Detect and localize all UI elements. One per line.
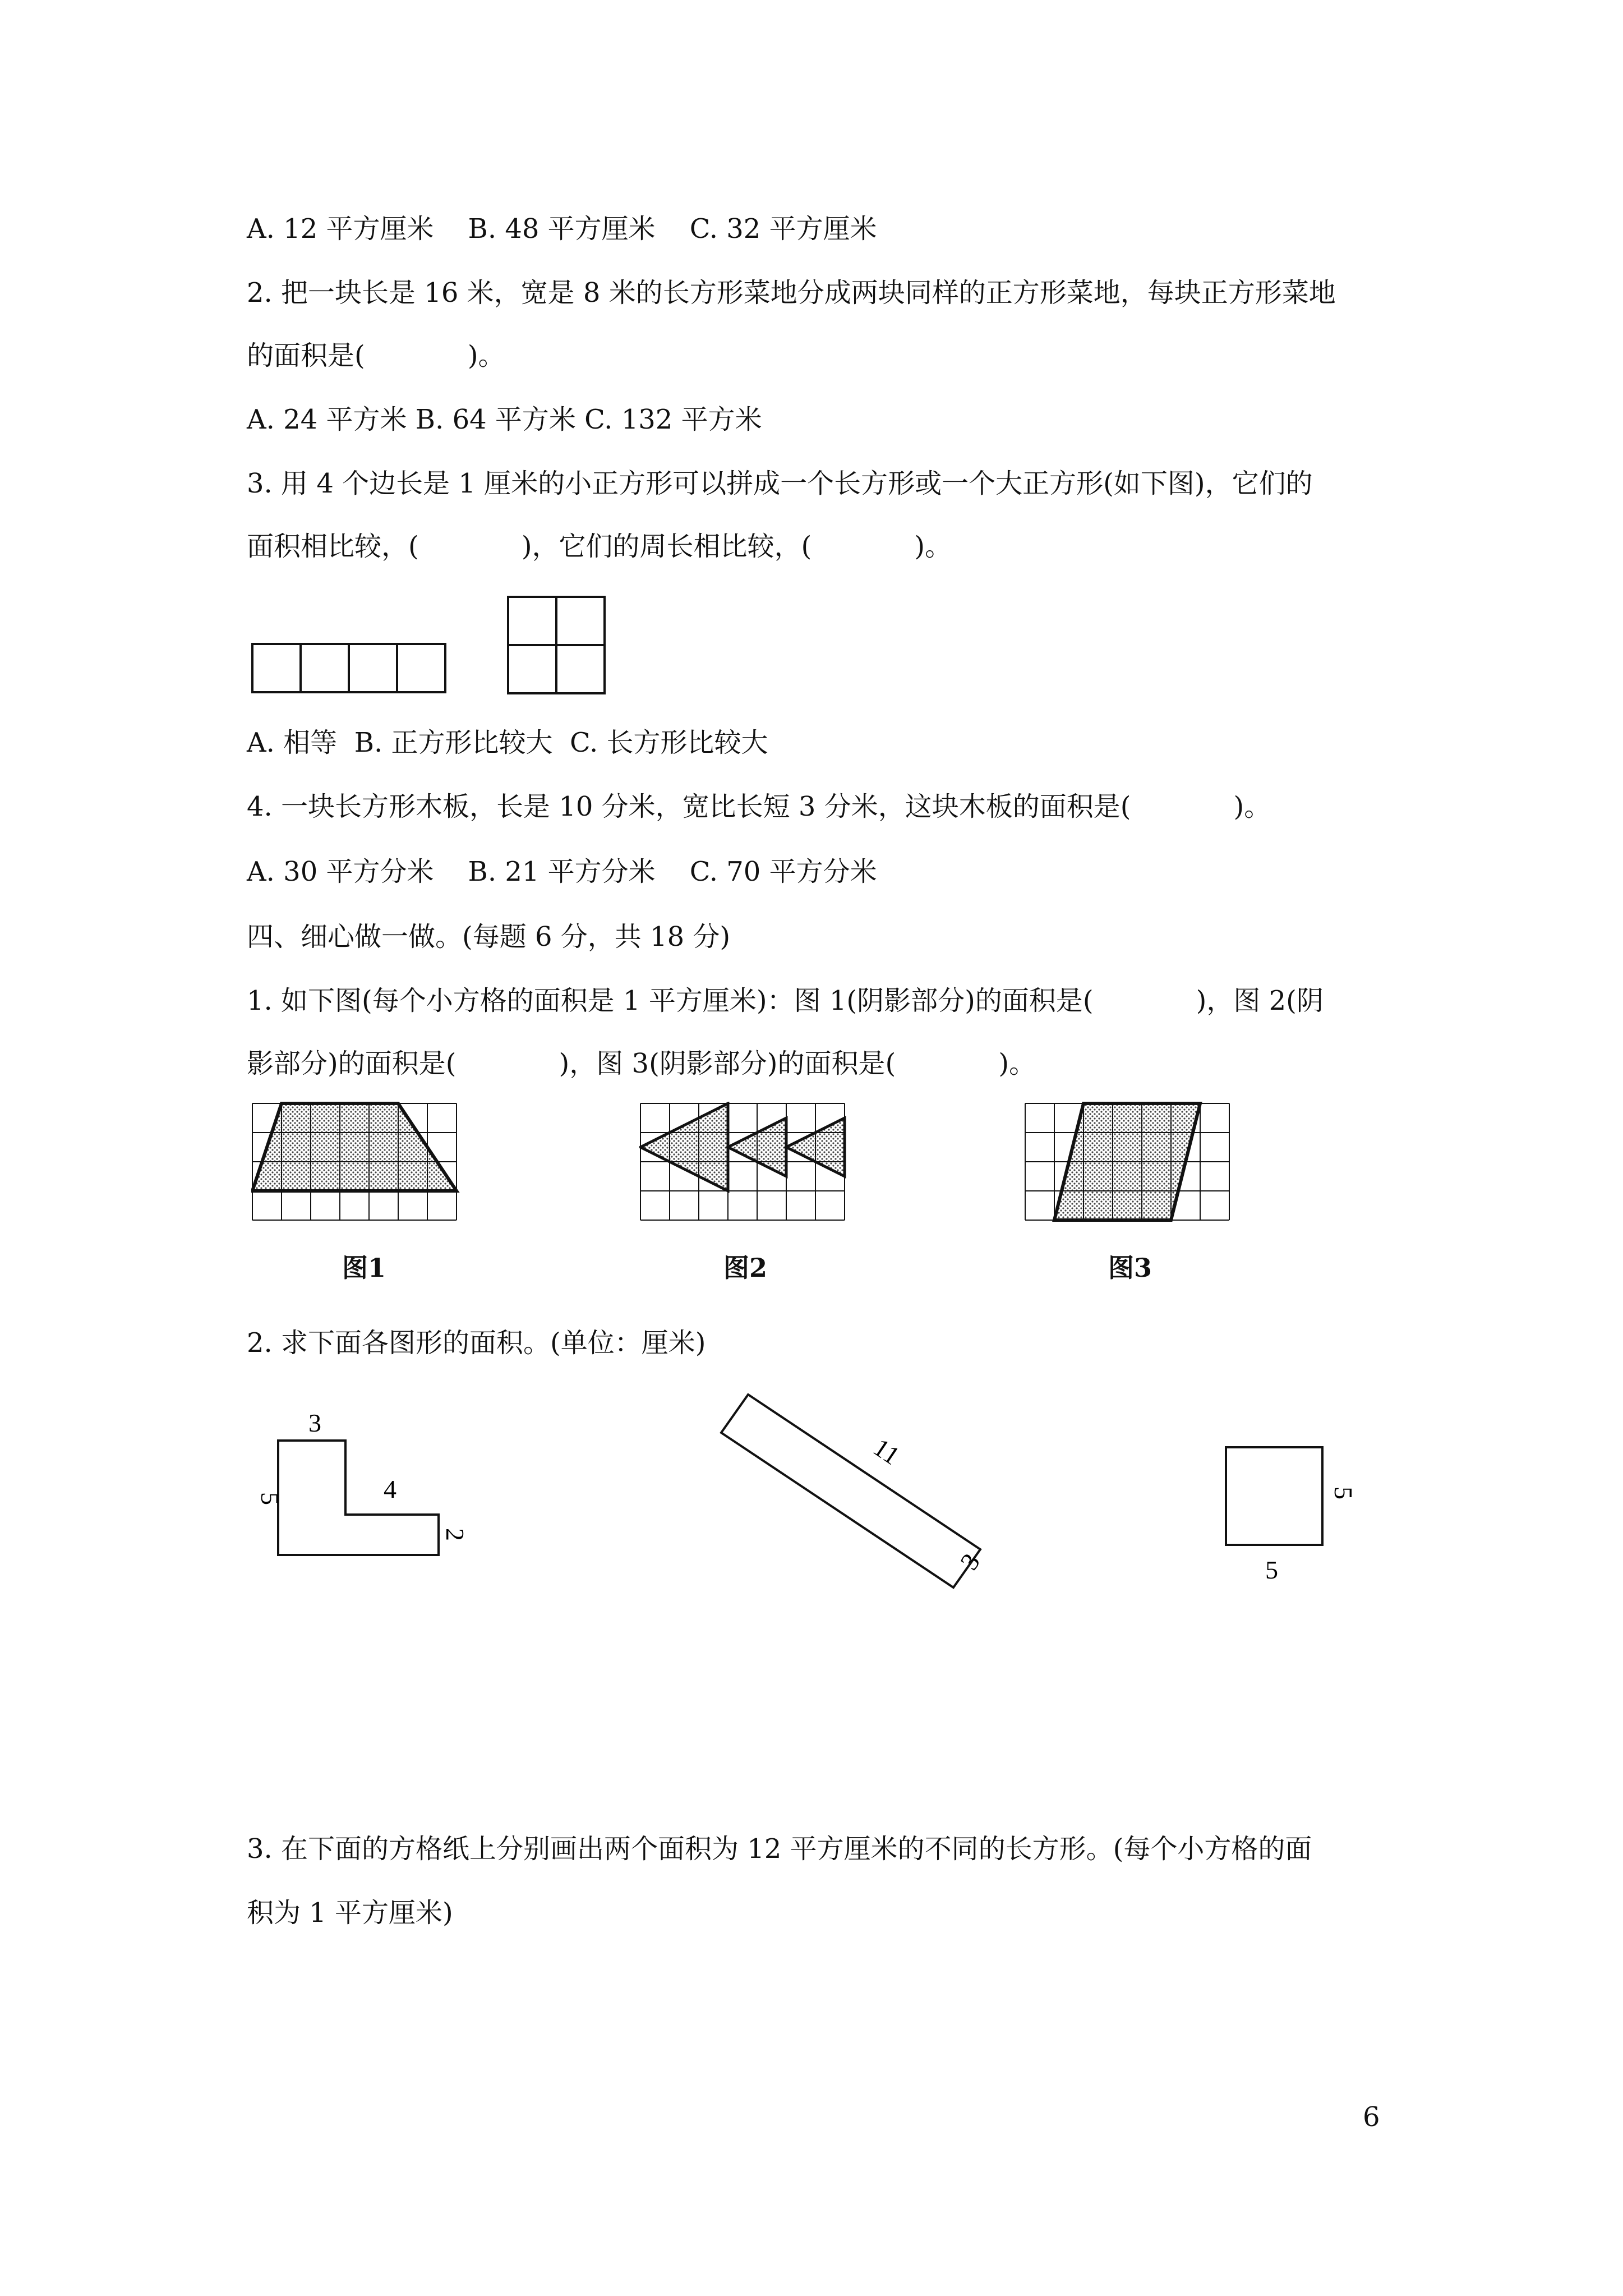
figure-1-caption: 图1 (342, 1253, 386, 1283)
l-shape-figure (247, 1402, 482, 1571)
s4-p1-line1: 1. 如下图(每个小方格的面积是 1 平方厘米)：图 1(阴影部分)的面积是( )，图 2(阴 (247, 985, 1324, 1016)
q2-line2: 的面积是( )。 (247, 340, 505, 371)
figure-3-caption: 图3 (1108, 1253, 1152, 1283)
q2-options: A. 24 平方米 B. 64 平方米 C. 132 平方米 (247, 404, 762, 435)
l-shape-left-dim: 5 (256, 1492, 284, 1505)
rect-short-dim: 3 (955, 1548, 986, 1575)
section4-heading: 四、细心做一做。(每题 6 分，共 18 分) (247, 921, 731, 953)
q3-options: A. 相等 B. 正方形比较大 C. 长方形比较大 (247, 727, 768, 758)
q3-figure-rectangle (251, 643, 448, 696)
q3-line2: 面积相比较，( )，它们的周长相比较，( )。 (247, 531, 952, 562)
l-shape-top-dim: 3 (308, 1409, 321, 1437)
s4-p2-line1: 2. 求下面各图形的面积。(单位：厘米) (247, 1327, 706, 1359)
rect-long-dim: 11 (868, 1433, 905, 1471)
grid-figure-2 (639, 1102, 848, 1223)
prev-question-options: A. 12 平方厘米 B. 48 平方厘米 C. 32 平方厘米 (247, 213, 877, 245)
rotated-rectangle-figure (712, 1374, 1004, 1610)
square-bottom-dim: 5 (1265, 1556, 1278, 1584)
q4-line1: 4. 一块长方形木板，长是 10 分米，宽比长短 3 分米，这块木板的面积是( )。 (247, 791, 1271, 822)
page-number: 6 (1363, 2101, 1380, 2133)
grid-figure-3 (1024, 1102, 1233, 1223)
figure-2-caption: 图2 (723, 1253, 768, 1283)
q3-figure-square (507, 596, 608, 697)
s4-p1-line2: 影部分)的面积是( )，图 3(阴影部分)的面积是( )。 (247, 1048, 1036, 1079)
l-shape-right-dim: 2 (441, 1528, 469, 1541)
q3-line1: 3. 用 4 个边长是 1 厘米的小正方形可以拼成一个长方形或一个大正方形(如下图)，它们的 (247, 468, 1313, 499)
q2-line1: 2. 把一块长是 16 米，宽是 8 米的长方形菜地分成两块同样的正方形菜地，每块正方形菜地 (247, 277, 1336, 309)
square-figure (1217, 1439, 1363, 1591)
square-right-dim: 5 (1329, 1487, 1358, 1499)
s4-p3-line2: 积为 1 平方厘米) (247, 1897, 453, 1929)
grid-figure-1 (251, 1102, 460, 1223)
q4-options: A. 30 平方分米 B. 21 平方分米 C. 70 平方分米 (247, 856, 877, 887)
s4-p3-line1: 3. 在下面的方格纸上分别画出两个面积为 12 平方厘米的不同的长方形。(每个小方格的面 (247, 1833, 1312, 1865)
l-shape-inner-dim: 4 (384, 1475, 396, 1503)
